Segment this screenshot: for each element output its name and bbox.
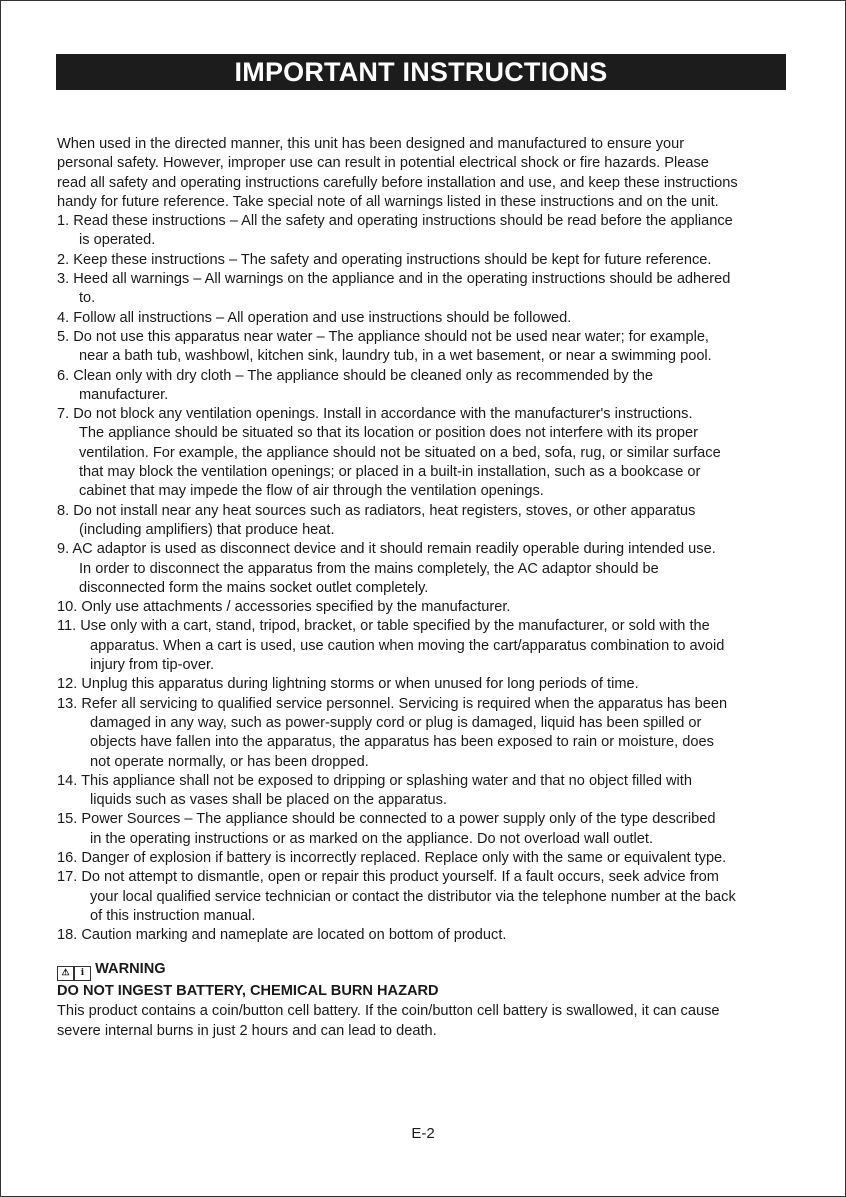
list-item-continuation: damaged in any way, such as power-supply cord or plug is damaged, liquid has been spilled or bbox=[90, 714, 702, 731]
list-item-first-line: 5. Do not use this apparatus near water – The appliance should not be used near water; for example, bbox=[57, 328, 709, 345]
list-item-first-line: 15. Power Sources – The appliance should be connected to a power supply only of the type described bbox=[57, 811, 716, 828]
list-item-continuation: disconnected form the mains socket outlet completely. bbox=[79, 579, 429, 596]
list-item-continuation: ventilation. For example, the appliance should not be situated on a bed, sofa, rug, or similar surface bbox=[79, 444, 721, 461]
list-item bbox=[57, 675, 817, 694]
list-item bbox=[57, 212, 817, 251]
warning-heading: DO NOT INGEST BATTERY, CHEMICAL BURN HAZARD bbox=[57, 983, 439, 1000]
list-item-continuation: to. bbox=[79, 290, 96, 307]
list-item-continuation: not operate normally, or has been dropped. bbox=[90, 753, 369, 770]
list-item bbox=[57, 926, 817, 945]
list-item-first-line: 1. Read these instructions – All the safety and operating instructions should be read before the appliance bbox=[57, 213, 733, 230]
list-item-continuation: your local qualified service technician or contact the distributor via the telephone number at the back bbox=[90, 888, 736, 905]
battery-warning bbox=[57, 959, 817, 1041]
intro-line: personal safety. However, improper use can result in potential electrical shock or fire hazards. Please bbox=[57, 155, 709, 172]
list-item-continuation: apparatus. When a cart is used, use caution when moving the cart/apparatus combination to avoid bbox=[90, 637, 725, 654]
list-item bbox=[57, 849, 817, 868]
list-item bbox=[57, 540, 817, 598]
list-item-first-line: 13. Refer all servicing to qualified service personnel. Servicing is required when the apparatus has been bbox=[57, 695, 728, 712]
list-item-continuation: near a bath tub, washbowl, kitchen sink, laundry tub, in a wet basement, or near a swimming pool. bbox=[79, 348, 712, 365]
list-item-continuation: injury from tip-over. bbox=[90, 657, 215, 674]
list-item bbox=[57, 502, 817, 541]
page-title: IMPORTANT INSTRUCTIONS bbox=[56, 54, 786, 90]
warning-title bbox=[57, 959, 817, 981]
list-item bbox=[57, 270, 817, 309]
list-item bbox=[57, 810, 817, 849]
list-item bbox=[57, 367, 817, 406]
list-item bbox=[57, 405, 817, 501]
list-item-first-line: 4. Follow all instructions – All operation and use instructions should be followed. bbox=[57, 309, 572, 326]
list-item-first-line: 16. Danger of explosion if battery is incorrectly replaced. Replace only with the same or equivalent type. bbox=[57, 849, 727, 866]
list-item-first-line: 8. Do not install near any heat sources such as radiators, heat registers, stoves, or other apparatus bbox=[57, 502, 696, 519]
list-item bbox=[57, 617, 817, 675]
list-item bbox=[57, 309, 817, 328]
list-item-continuation: In order to disconnect the apparatus from the mains completely, the AC adaptor should be bbox=[79, 560, 659, 577]
list-item-first-line: 6. Clean only with dry cloth – The appliance should be cleaned only as recommended by the bbox=[57, 367, 654, 384]
list-item-continuation: objects have fallen into the apparatus, the apparatus has been exposed to rain or moisture, does bbox=[90, 734, 714, 751]
list-item-first-line: 10. Only use attachments / accessories specified by the manufacturer. bbox=[57, 599, 511, 616]
warning-line: This product contains a coin/button cell battery. If the coin/button cell battery is swallowed, it can cause bbox=[57, 1003, 720, 1020]
list-item-continuation: manufacturer. bbox=[79, 386, 169, 403]
intro-line: When used in the directed manner, this unit has been designed and manufactured to ensure your bbox=[57, 136, 685, 152]
intro-line: handy for future reference. Take special note of all warnings listed in these instructions and on the unit. bbox=[57, 193, 719, 210]
list-item bbox=[57, 328, 817, 367]
list-item-continuation: in the operating instructions or as marked on the appliance. Do not overload wall outlet. bbox=[90, 830, 653, 847]
list-item-first-line: 14. This appliance shall not be exposed to dripping or splashing water and that no object filled with bbox=[57, 772, 692, 789]
list-item-first-line: 2. Keep these instructions – The safety and operating instructions should be kept for future reference. bbox=[57, 251, 712, 268]
list-item-continuation: cabinet that may impede the flow of air through the ventilation openings. bbox=[79, 483, 544, 500]
list-item-continuation: that may block the ventilation openings; or placed in a built-in installation, such as a bookcase or bbox=[79, 464, 701, 481]
list-item-first-line: 11. Use only with a cart, stand, tripod, bracket, or table specified by the manufacturer, or sold with the bbox=[57, 618, 710, 635]
list-item-continuation: liquids such as vases shall be placed on the apparatus. bbox=[90, 792, 447, 809]
list-item-first-line: 9. AC adaptor is used as disconnect device and it should remain readily operable during intended use. bbox=[57, 541, 716, 558]
intro-paragraph bbox=[57, 135, 817, 212]
list-item-first-line: 3. Heed all warnings – All warnings on the appliance and in the operating instructions should be adhered bbox=[57, 271, 731, 288]
list-item-continuation: The appliance should be situated so that its location or position does not interfere with its proper bbox=[79, 425, 698, 442]
intro-line: read all safety and operating instructions carefully before installation and use, and keep these instructions bbox=[57, 174, 738, 191]
list-item bbox=[57, 695, 817, 772]
instruction-list bbox=[57, 212, 817, 945]
list-item-first-line: 18. Caution marking and nameplate are located on bottom of product. bbox=[57, 927, 507, 944]
page-content bbox=[57, 135, 817, 1041]
list-item-continuation: is operated. bbox=[79, 232, 156, 249]
list-item bbox=[57, 868, 817, 926]
info-manual-icon: i bbox=[74, 966, 91, 981]
warning-line: severe internal burns in just 2 hours and can lead to death. bbox=[57, 1023, 437, 1040]
warning-triangle-icon: ⚠ bbox=[57, 966, 74, 981]
list-item-first-line: 7. Do not block any ventilation openings. Install in accordance with the manufacturer's instructions. bbox=[57, 406, 693, 423]
list-item bbox=[57, 598, 817, 617]
page-number: E-2 bbox=[411, 1125, 435, 1142]
instructions-body bbox=[57, 135, 817, 945]
list-item-first-line: 12. Unplug this apparatus during lightning storms or when unused for long periods of time. bbox=[57, 676, 639, 693]
list-item bbox=[57, 251, 817, 270]
list-item bbox=[57, 772, 817, 811]
list-item-continuation: of this instruction manual. bbox=[90, 907, 256, 924]
warning-label: WARNING bbox=[95, 961, 166, 978]
list-item-first-line: 17. Do not attempt to dismantle, open or repair this product yourself. If a fault occurs, seek advice from bbox=[57, 869, 719, 886]
list-item-continuation: (including amplifiers) that produce heat. bbox=[79, 521, 335, 538]
